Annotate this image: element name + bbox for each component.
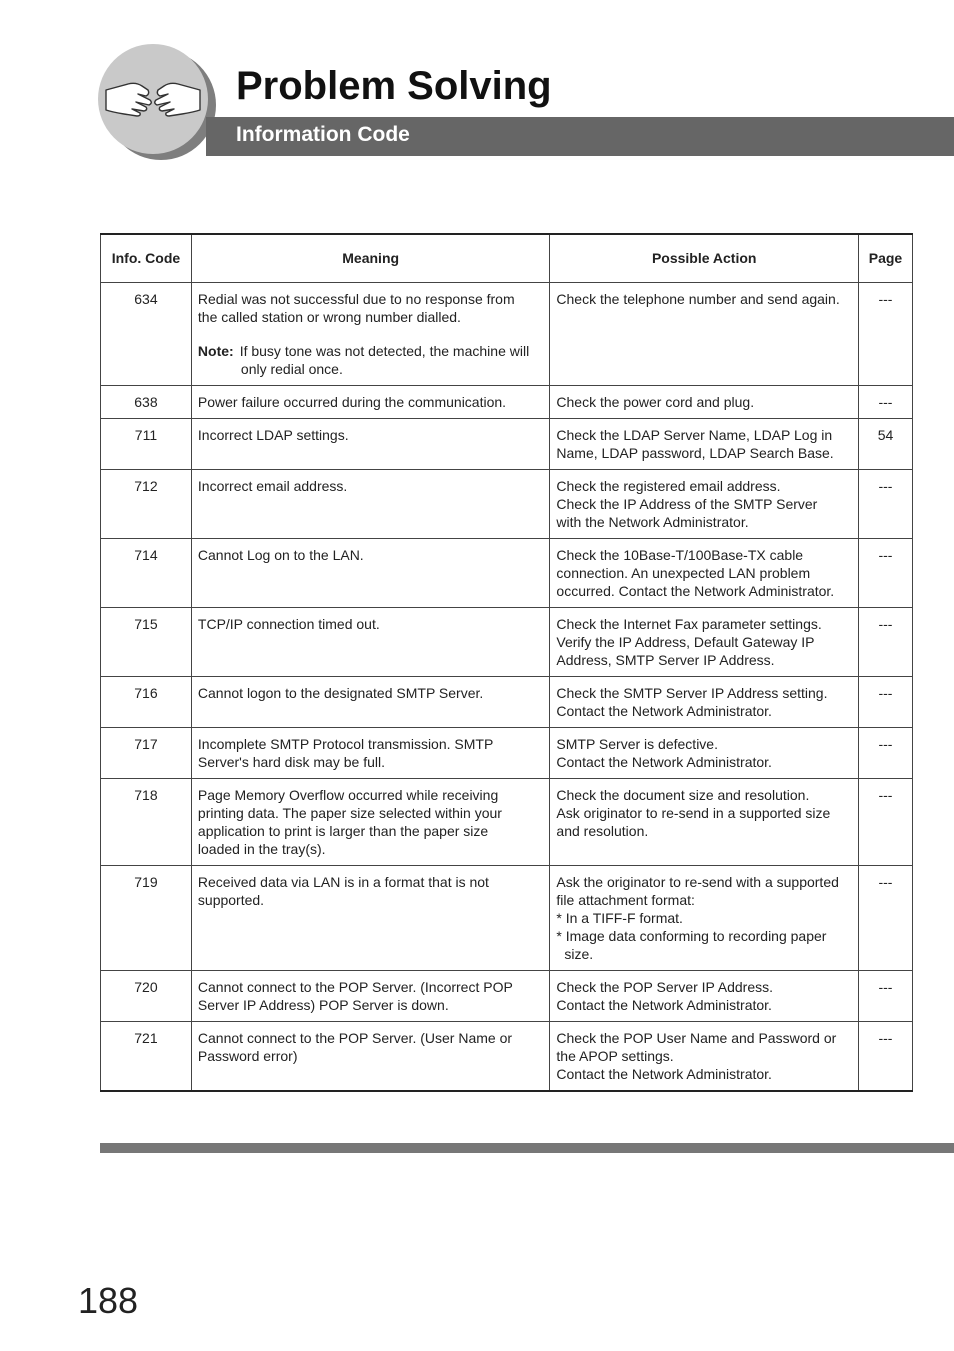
meaning-line: Page Memory Overflow occurred while receiving bbox=[197, 786, 499, 803]
meaning-cell bbox=[191, 970, 550, 1021]
table-row bbox=[101, 282, 913, 385]
action-line: Check the 10Base-T/100Base-TX cable bbox=[556, 546, 804, 563]
table-row bbox=[101, 385, 913, 418]
action-line: connection. An unexpected LAN problem bbox=[556, 564, 811, 581]
meaning-cell bbox=[191, 418, 550, 469]
table-row bbox=[101, 1021, 913, 1091]
section-logo bbox=[98, 44, 216, 162]
info-code: 634 bbox=[101, 282, 192, 385]
action-cell bbox=[550, 778, 859, 865]
table-row bbox=[101, 418, 913, 469]
action-cell bbox=[550, 385, 859, 418]
action-cell bbox=[550, 538, 859, 607]
page-ref: --- bbox=[858, 469, 912, 538]
action-line: Ask originator to re-send in a supported size bbox=[556, 804, 831, 821]
meaning-line: Incomplete SMTP Protocol transmission. SMTP bbox=[197, 735, 494, 752]
table-row bbox=[101, 778, 913, 865]
action-cell bbox=[550, 970, 859, 1021]
table-row bbox=[101, 865, 913, 970]
action-line: Check the POP User Name and Password or bbox=[556, 1029, 837, 1046]
action-line: Verify the IP Address, Default Gateway IP bbox=[556, 633, 815, 650]
info-code: 717 bbox=[101, 727, 192, 778]
action-line: size. bbox=[564, 945, 594, 962]
handshake-icon bbox=[98, 44, 208, 154]
meaning-line: application to print is larger than the paper size bbox=[197, 822, 489, 839]
note-text: only redial once. bbox=[240, 360, 343, 377]
page-ref: --- bbox=[858, 282, 912, 385]
meaning-line: printing data. The paper size selected within your bbox=[197, 804, 502, 821]
action-line: with the Network Administrator. bbox=[556, 513, 749, 530]
action-cell bbox=[550, 1021, 859, 1091]
meaning-line: Received data via LAN is in a format that is not bbox=[197, 873, 489, 890]
header-possible-action: Possible Action bbox=[550, 234, 859, 282]
info-code: 720 bbox=[101, 970, 192, 1021]
action-line: Check the Internet Fax parameter settings. bbox=[556, 615, 822, 632]
info-code: 638 bbox=[101, 385, 192, 418]
table-row bbox=[101, 469, 913, 538]
meaning-line: Server IP Address) POP Server is down. bbox=[197, 996, 449, 1013]
action-line: Contact the Network Administrator. bbox=[556, 996, 772, 1013]
table-row bbox=[101, 607, 913, 676]
action-line: the APOP settings. bbox=[556, 1047, 674, 1064]
page-ref: --- bbox=[858, 676, 912, 727]
action-cell bbox=[550, 727, 859, 778]
page-ref: --- bbox=[858, 778, 912, 865]
page-ref: --- bbox=[858, 607, 912, 676]
note-label: Note: bbox=[197, 342, 234, 359]
page-ref: --- bbox=[858, 538, 912, 607]
logo-circle bbox=[98, 44, 208, 154]
info-code: 716 bbox=[101, 676, 192, 727]
action-line: SMTP Server is defective. bbox=[556, 735, 718, 752]
note bbox=[198, 342, 544, 378]
action-cell bbox=[550, 607, 859, 676]
page-title: Problem Solving bbox=[236, 64, 552, 108]
table-row bbox=[101, 538, 913, 607]
page-ref: 54 bbox=[858, 418, 912, 469]
action-line: Check the registered email address. bbox=[556, 477, 781, 494]
action-cell bbox=[550, 282, 859, 385]
page-ref: --- bbox=[858, 865, 912, 970]
meaning-cell bbox=[191, 1021, 550, 1091]
action-line: * In a TIFF-F format. bbox=[556, 909, 683, 926]
meaning-line: Incorrect LDAP settings. bbox=[197, 426, 349, 443]
meaning-line: Cannot Log on to the LAN. bbox=[197, 546, 364, 563]
meaning-cell bbox=[191, 727, 550, 778]
action-line: Check the telephone number and send again. bbox=[556, 290, 840, 307]
meaning-cell bbox=[191, 778, 550, 865]
action-line: Check the LDAP Server Name, LDAP Log in bbox=[556, 426, 833, 443]
page-ref: --- bbox=[858, 727, 912, 778]
meaning-cell bbox=[191, 469, 550, 538]
action-line: and resolution. bbox=[556, 822, 649, 839]
info-code: 712 bbox=[101, 469, 192, 538]
meaning-line: the called station or wrong number dialled. bbox=[197, 308, 461, 325]
info-code: 711 bbox=[101, 418, 192, 469]
action-line: Ask the originator to re-send with a supported bbox=[556, 873, 839, 890]
header-info-code: Info. Code bbox=[101, 234, 192, 282]
meaning-cell bbox=[191, 282, 550, 385]
action-line: file attachment format: bbox=[556, 891, 695, 908]
action-line: Check the SMTP Server IP Address setting. bbox=[556, 684, 828, 701]
action-line: occurred. Contact the Network Administrator. bbox=[556, 582, 835, 599]
meaning-line: Redial was not successful due to no response from bbox=[197, 290, 515, 307]
info-code: 718 bbox=[101, 778, 192, 865]
meaning-line: Password error) bbox=[197, 1047, 298, 1064]
info-code: 719 bbox=[101, 865, 192, 970]
page-number: 188 bbox=[78, 1280, 139, 1321]
information-code-table bbox=[100, 233, 913, 1092]
action-line: Contact the Network Administrator. bbox=[556, 702, 772, 719]
section-subtitle: Information Code bbox=[236, 123, 410, 146]
page-ref: --- bbox=[858, 1021, 912, 1091]
meaning-line: Cannot logon to the designated SMTP Server. bbox=[197, 684, 484, 701]
table-header-row bbox=[101, 234, 913, 282]
meaning-cell bbox=[191, 538, 550, 607]
table-row bbox=[101, 727, 913, 778]
meaning-line: Incorrect email address. bbox=[197, 477, 348, 494]
meaning-line: Power failure occurred during the communication. bbox=[197, 393, 507, 410]
action-line: Name, LDAP password, LDAP Search Base. bbox=[556, 444, 834, 461]
action-line: Check the document size and resolution. bbox=[556, 786, 810, 803]
meaning-line: Server's hard disk may be full. bbox=[197, 753, 385, 770]
header-meaning: Meaning bbox=[191, 234, 550, 282]
table-row bbox=[101, 676, 913, 727]
action-line: Contact the Network Administrator. bbox=[556, 1065, 772, 1082]
page-ref: --- bbox=[858, 385, 912, 418]
info-code: 714 bbox=[101, 538, 192, 607]
page-ref: --- bbox=[858, 970, 912, 1021]
meaning-cell bbox=[191, 607, 550, 676]
action-line: * Image data conforming to recording paper bbox=[556, 927, 827, 944]
header-page: Page bbox=[858, 234, 912, 282]
action-cell bbox=[550, 418, 859, 469]
footer-rule bbox=[100, 1143, 954, 1153]
action-cell bbox=[550, 469, 859, 538]
action-cell bbox=[550, 676, 859, 727]
action-line: Check the power cord and plug. bbox=[556, 393, 755, 410]
action-line: Contact the Network Administrator. bbox=[556, 753, 772, 770]
info-code: 721 bbox=[101, 1021, 192, 1091]
action-line: Check the POP Server IP Address. bbox=[556, 978, 773, 995]
meaning-line: loaded in the tray(s). bbox=[197, 840, 326, 857]
info-code: 715 bbox=[101, 607, 192, 676]
note-text: If busy tone was not detected, the machine will bbox=[239, 342, 530, 359]
table-row bbox=[101, 970, 913, 1021]
meaning-line: Cannot connect to the POP Server. (Incorrect POP bbox=[197, 978, 513, 995]
meaning-cell bbox=[191, 385, 550, 418]
action-line: Check the IP Address of the SMTP Server bbox=[556, 495, 818, 512]
action-cell bbox=[550, 865, 859, 970]
meaning-cell bbox=[191, 865, 550, 970]
meaning-line: supported. bbox=[197, 891, 265, 908]
action-line: Address, SMTP Server IP Address. bbox=[556, 651, 775, 668]
meaning-line: TCP/IP connection timed out. bbox=[197, 615, 380, 632]
meaning-line: Cannot connect to the POP Server. (User Name or bbox=[197, 1029, 513, 1046]
meaning-cell bbox=[191, 676, 550, 727]
